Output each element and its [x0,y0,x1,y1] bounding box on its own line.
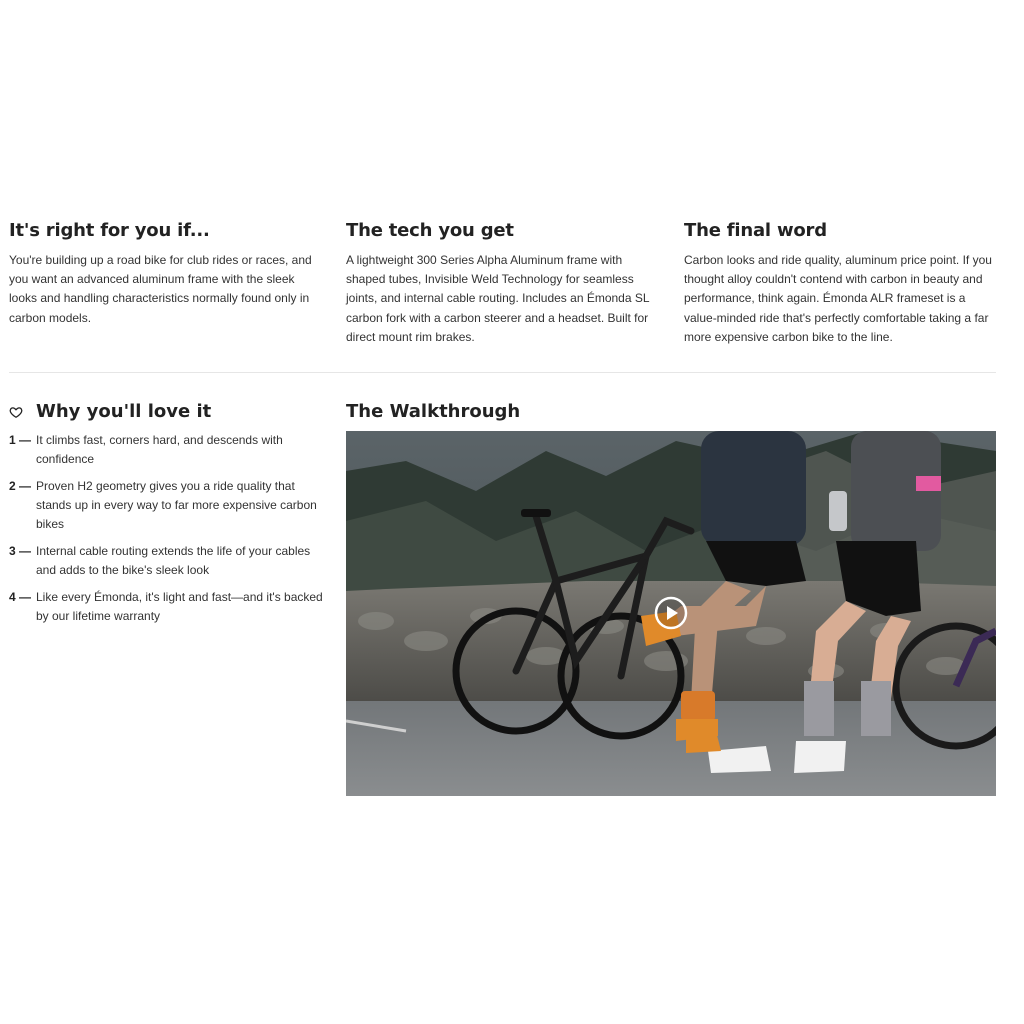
section-divider [9,372,996,373]
final-word-heading: The final word [684,220,827,241]
list-item-text: Proven H2 geometry gives you a ride quality that stands up in every way to far more expensive carbon bikes [36,479,317,531]
love-it-header [9,401,211,423]
walkthrough-video[interactable] [346,431,996,796]
final-word-text: Carbon looks and ride quality, aluminum price point. If you thought alloy couldn't contend with carbon in beauty and performance, think again. Émonda ALR frameset is a value-minded ride that's perfectly comfortable taking a far more expensive carbon bike to the line. [684,253,992,344]
right-for-you-text: You're building up a road bike for club rides or races, and you want an advanced aluminum frame with the sleek looks and handling characteristics normally found only in carbon models. [9,253,312,325]
final-word-section [684,220,996,347]
list-item-text: It climbs fast, corners hard, and descends with confidence [36,433,283,466]
love-it-list [9,431,329,634]
right-for-you-heading: It's right for you if... [9,220,210,241]
love-it-heading: Why you'll love it [36,401,212,422]
list-item-number: 4 — [9,590,32,604]
right-for-you-section [9,220,321,328]
list-item-text: Internal cable routing extends the life of your cables and adds to the bike's sleek look [36,544,311,577]
list-item-number: 3 — [9,544,32,558]
list-item-number: 1 — [9,433,32,447]
list-item [9,588,329,626]
tech-you-get-text: A lightweight 300 Series Alpha Aluminum frame with shaped tubes, Invisible Weld Technology for seamless joints, and internal cable routing. Includes an Émonda SL carbon fork with a carbon steerer and a headset. Built for direct mount rim brakes. [346,253,650,344]
tech-you-get-section [346,220,658,347]
list-item-number: 2 — [9,479,32,493]
play-circle-icon[interactable] [654,596,688,630]
heart-outline-icon [9,405,23,419]
list-item [9,542,329,580]
list-item [9,477,329,534]
list-item-text: Like every Émonda, it's light and fast—and it's backed by our lifetime warranty [36,590,323,623]
list-item [9,431,329,469]
walkthrough-heading: The Walkthrough [346,401,521,422]
tech-you-get-heading: The tech you get [346,220,514,241]
